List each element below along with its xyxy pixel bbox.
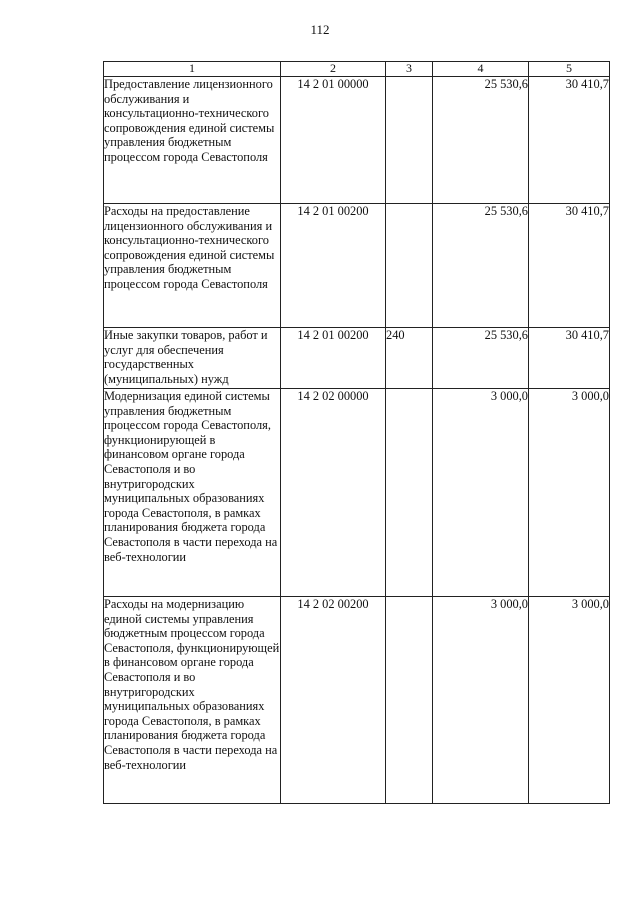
row-name-cell: Предоставление лицензионного обслуживания и консультационно-технического сопровождения единой системы управления бюджетным процессом города Севастополя <box>104 77 281 204</box>
row-name-cell: Модернизация единой системы управления бюджетным процессом города Севастополя, функционирующей в финансовом органе города Севастополя и во внутригородских муниципальных образованиях города Севастополя, в рамках планирования бюджета города Севастополя в части перехода на веб-технологии <box>104 389 281 597</box>
table-header-row <box>104 62 610 77</box>
row-code-cell: 14 2 01 00000 <box>281 77 386 204</box>
column-header-3: 3 <box>386 62 433 77</box>
row-amount-2-cell: 30 410,7 <box>529 77 610 204</box>
row-code-cell: 14 2 02 00200 <box>281 597 386 804</box>
row-amount-1-cell: 25 530,6 <box>433 328 529 389</box>
table-row <box>104 597 610 804</box>
row-amount-2-cell: 30 410,7 <box>529 328 610 389</box>
row-kind-cell <box>386 77 433 204</box>
page-number: 112 <box>310 22 330 37</box>
row-amount-1-cell: 25 530,6 <box>433 77 529 204</box>
row-amount-1-cell: 3 000,0 <box>433 389 529 597</box>
row-amount-2-cell: 3 000,0 <box>529 597 610 804</box>
column-header-2: 2 <box>281 62 386 77</box>
row-amount-2-cell: 30 410,7 <box>529 204 610 328</box>
row-kind-cell: 240 <box>386 328 433 389</box>
row-code-cell: 14 2 02 00000 <box>281 389 386 597</box>
row-code-cell: 14 2 01 00200 <box>281 328 386 389</box>
table-row <box>104 77 610 204</box>
table-row <box>104 389 610 597</box>
row-code-cell: 14 2 01 00200 <box>281 204 386 328</box>
table-row <box>104 328 610 389</box>
row-kind-cell <box>386 389 433 597</box>
column-header-5: 5 <box>529 62 610 77</box>
column-header-4: 4 <box>433 62 529 77</box>
row-kind-cell <box>386 597 433 804</box>
row-kind-cell <box>386 204 433 328</box>
budget-table <box>103 61 610 804</box>
row-amount-1-cell: 25 530,6 <box>433 204 529 328</box>
row-name-cell: Расходы на предоставление лицензионного обслуживания и консультационно-технического сопровождения единой системы управления бюджетным процессом города Севастополя <box>104 204 281 328</box>
row-amount-2-cell: 3 000,0 <box>529 389 610 597</box>
row-amount-1-cell: 3 000,0 <box>433 597 529 804</box>
table-row <box>104 204 610 328</box>
row-name-cell: Иные закупки товаров, работ и услуг для обеспечения государственных (муниципальных) нужд <box>104 328 281 389</box>
row-name-cell: Расходы на модернизацию единой системы управления бюджетным процессом города Севастополя, функционирующей в финансовом органе города Севастополя и во внутригородских муниципальных образованиях города Севастополя, в рамках планирования бюджета города Севастополя в части перехода на веб-технологии <box>104 597 281 804</box>
column-header-1: 1 <box>104 62 281 77</box>
